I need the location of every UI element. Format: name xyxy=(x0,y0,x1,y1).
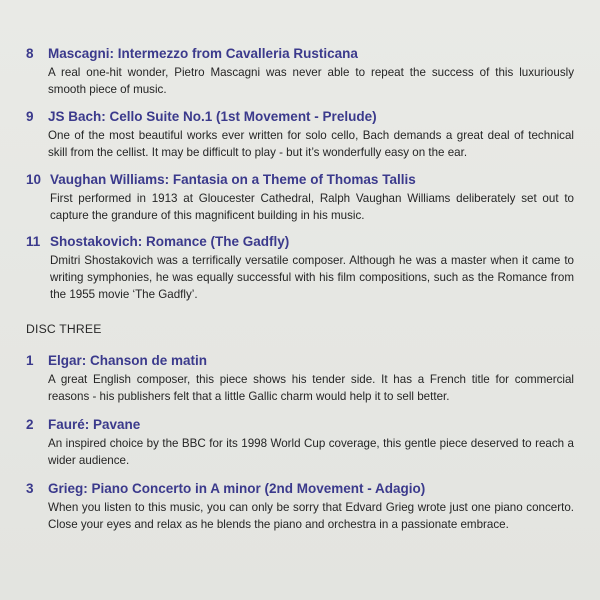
track-description: Dmitri Shostakovich was a terrifically versatile composer. Although he was a master when it came to writing symphonies, he was equally successful with his film compositions, such as the Romance from the 1955 movie ‘The Gadfly’. xyxy=(50,254,574,301)
track-title: Shostakovich: Romance (The Gadfly) xyxy=(50,234,290,249)
track-number: 2 xyxy=(26,417,34,432)
track-entry-8 xyxy=(26,45,574,98)
track-title: Mascagni: Intermezzo from Cavalleria Rusticana xyxy=(48,46,358,61)
track-number: 10 xyxy=(26,172,42,187)
track-description: An inspired choice by the BBC for its 1998 World Cup coverage, this gentle piece deserved to reach a wider audience. xyxy=(48,437,574,467)
track-number: 1 xyxy=(26,353,34,368)
track-entry-2 xyxy=(26,416,574,469)
track-entry-10 xyxy=(26,171,574,224)
track-entry-11 xyxy=(26,233,574,303)
track-number: 8 xyxy=(26,46,34,61)
track-title: Fauré: Pavane xyxy=(48,417,141,432)
track-description: When you listen to this music, you can only be sorry that Edvard Grieg wrote just one piano concerto. Close your eyes and relax as he blends the piano and orchestra in a passionate embrace. xyxy=(48,501,574,531)
track-title: Grieg: Piano Concerto in A minor (2nd Movement - Adagio) xyxy=(48,481,426,496)
section-heading-disc-three: DISC THREE xyxy=(26,322,102,336)
track-entry-9 xyxy=(26,108,574,161)
track-title: Elgar: Chanson de matin xyxy=(48,353,208,368)
track-description: A great English composer, this piece shows his tender side. It has a French title for commercial reasons - his publishers felt that a little Gallic charm would help it to sell better. xyxy=(48,373,574,403)
track-entry-1 xyxy=(26,352,574,405)
track-title: Vaughan Williams: Fantasia on a Theme of Thomas Tallis xyxy=(50,172,416,187)
track-title: JS Bach: Cello Suite No.1 (1st Movement - Prelude) xyxy=(48,109,377,124)
track-description: First performed in 1913 at Gloucester Cathedral, Ralph Vaughan Williams deliberately set out to capture the grandure of this magnificent building in his music. xyxy=(50,192,574,222)
track-description: A real one-hit wonder, Pietro Mascagni was never able to repeat the success of this luxuriously smooth piece of music. xyxy=(48,66,574,96)
track-entry-3 xyxy=(26,480,574,533)
track-number: 3 xyxy=(26,481,34,496)
track-description: One of the most beautiful works ever written for solo cello, Bach demands a great deal of technical skill from the cellist. It may be difficult to play - but it’s wonderfully easy on the ear. xyxy=(48,129,574,159)
track-number: 9 xyxy=(26,109,34,124)
track-number: 11 xyxy=(26,234,41,249)
